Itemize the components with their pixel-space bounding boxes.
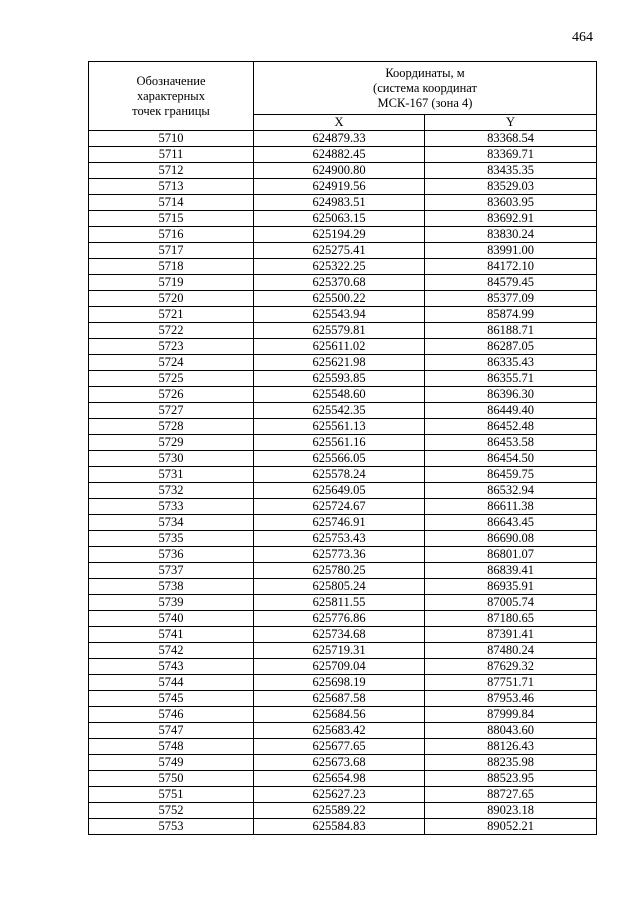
x-coordinate-cell: 624983.51 (254, 195, 425, 211)
x-coordinate-cell: 625649.05 (254, 483, 425, 499)
table-row (89, 387, 597, 403)
x-coordinate-cell: 625654.98 (254, 771, 425, 787)
x-coordinate-cell: 625578.24 (254, 467, 425, 483)
y-coordinate-cell: 86643.45 (425, 515, 597, 531)
y-coordinate-cell: 89023.18 (425, 803, 597, 819)
x-coordinate-cell: 625627.23 (254, 787, 425, 803)
point-id-cell: 5731 (89, 467, 254, 483)
x-coordinate-cell: 625811.55 (254, 595, 425, 611)
y-coordinate-cell: 87999.84 (425, 707, 597, 723)
x-coordinate-cell: 625621.98 (254, 355, 425, 371)
point-id-cell: 5738 (89, 579, 254, 595)
coordinates-header-line: (система координат (373, 80, 477, 95)
table-row (89, 643, 597, 659)
table-row (89, 211, 597, 227)
point-id-cell: 5713 (89, 179, 254, 195)
point-id-cell: 5753 (89, 819, 254, 835)
point-id-cell: 5714 (89, 195, 254, 211)
x-coordinate-cell: 625776.86 (254, 611, 425, 627)
point-id-cell: 5723 (89, 339, 254, 355)
table-row (89, 355, 597, 371)
point-id-cell: 5749 (89, 755, 254, 771)
point-id-cell: 5724 (89, 355, 254, 371)
table-row (89, 403, 597, 419)
x-column-header: X (254, 115, 425, 131)
table-row (89, 147, 597, 163)
point-id-cell: 5746 (89, 707, 254, 723)
table-row (89, 419, 597, 435)
point-id-cell: 5729 (89, 435, 254, 451)
point-id-cell: 5712 (89, 163, 254, 179)
table-row (89, 627, 597, 643)
table-row (89, 435, 597, 451)
table-row (89, 563, 597, 579)
table-row (89, 531, 597, 547)
y-coordinate-cell: 83529.03 (425, 179, 597, 195)
table-body (89, 131, 597, 835)
point-id-cell: 5747 (89, 723, 254, 739)
coordinates-table (88, 61, 597, 835)
y-coordinate-cell: 87391.41 (425, 627, 597, 643)
table-row (89, 515, 597, 531)
x-coordinate-cell: 625698.19 (254, 675, 425, 691)
table-row (89, 371, 597, 387)
point-id-cell: 5750 (89, 771, 254, 787)
x-coordinate-cell: 625611.02 (254, 339, 425, 355)
coordinates-header-line: МСК-167 (зона 4) (377, 95, 473, 110)
y-coordinate-cell: 86454.50 (425, 451, 597, 467)
table-row (89, 787, 597, 803)
point-id-cell: 5735 (89, 531, 254, 547)
x-coordinate-cell: 625589.22 (254, 803, 425, 819)
x-coordinate-cell: 625753.43 (254, 531, 425, 547)
y-coordinate-cell: 88727.65 (425, 787, 597, 803)
y-coordinate-cell: 83991.00 (425, 243, 597, 259)
point-id-cell: 5725 (89, 371, 254, 387)
x-coordinate-cell: 625370.68 (254, 275, 425, 291)
point-designation-header-line: характерных (137, 88, 205, 103)
x-coordinate-cell: 625543.94 (254, 307, 425, 323)
point-id-cell: 5721 (89, 307, 254, 323)
x-coordinate-cell: 625677.65 (254, 739, 425, 755)
x-coordinate-cell: 625746.91 (254, 515, 425, 531)
table-row (89, 163, 597, 179)
table-row (89, 131, 597, 147)
table-row (89, 595, 597, 611)
table-row (89, 611, 597, 627)
x-coordinate-cell: 624882.45 (254, 147, 425, 163)
table-row (89, 483, 597, 499)
point-id-cell: 5726 (89, 387, 254, 403)
x-coordinate-cell: 625063.15 (254, 211, 425, 227)
x-coordinate-cell: 625687.58 (254, 691, 425, 707)
point-id-cell: 5720 (89, 291, 254, 307)
y-coordinate-cell: 87180.65 (425, 611, 597, 627)
table-row (89, 339, 597, 355)
x-coordinate-cell: 625673.68 (254, 755, 425, 771)
x-coordinate-cell: 624900.80 (254, 163, 425, 179)
point-id-cell: 5728 (89, 419, 254, 435)
y-coordinate-cell: 85377.09 (425, 291, 597, 307)
y-coordinate-cell: 86335.43 (425, 355, 597, 371)
table-row (89, 547, 597, 563)
point-id-cell: 5730 (89, 451, 254, 467)
point-id-cell: 5748 (89, 739, 254, 755)
x-coordinate-cell: 625542.35 (254, 403, 425, 419)
table-row (89, 723, 597, 739)
x-coordinate-cell: 625734.68 (254, 627, 425, 643)
table-row (89, 467, 597, 483)
y-coordinate-cell: 84579.45 (425, 275, 597, 291)
y-coordinate-cell: 89052.21 (425, 819, 597, 835)
point-id-cell: 5739 (89, 595, 254, 611)
point-id-cell: 5715 (89, 211, 254, 227)
y-coordinate-cell: 86355.71 (425, 371, 597, 387)
y-coordinate-cell: 88126.43 (425, 739, 597, 755)
table-row (89, 691, 597, 707)
x-coordinate-cell: 625275.41 (254, 243, 425, 259)
y-coordinate-cell: 86396.30 (425, 387, 597, 403)
table-row (89, 579, 597, 595)
coordinates-header (254, 62, 597, 115)
table-row (89, 227, 597, 243)
point-id-cell: 5744 (89, 675, 254, 691)
x-coordinate-cell: 625709.04 (254, 659, 425, 675)
point-id-cell: 5717 (89, 243, 254, 259)
point-designation-header-line: Обозначение (136, 73, 206, 88)
x-coordinate-cell: 625593.85 (254, 371, 425, 387)
table-row (89, 707, 597, 723)
point-id-cell: 5718 (89, 259, 254, 275)
y-coordinate-cell: 83830.24 (425, 227, 597, 243)
table-row (89, 771, 597, 787)
x-coordinate-cell: 625561.13 (254, 419, 425, 435)
x-coordinate-cell: 625683.42 (254, 723, 425, 739)
table-row (89, 275, 597, 291)
y-coordinate-cell: 83435.35 (425, 163, 597, 179)
y-coordinate-cell: 86452.48 (425, 419, 597, 435)
table-row (89, 195, 597, 211)
table-row (89, 659, 597, 675)
x-coordinate-cell: 625719.31 (254, 643, 425, 659)
table-row (89, 755, 597, 771)
point-id-cell: 5751 (89, 787, 254, 803)
y-coordinate-cell: 86449.40 (425, 403, 597, 419)
point-id-cell: 5743 (89, 659, 254, 675)
y-coordinate-cell: 86532.94 (425, 483, 597, 499)
y-coordinate-cell: 88235.98 (425, 755, 597, 771)
y-coordinate-cell: 86801.07 (425, 547, 597, 563)
page-number: 464 (572, 30, 593, 45)
y-coordinate-cell: 86453.58 (425, 435, 597, 451)
x-coordinate-cell: 625780.25 (254, 563, 425, 579)
y-coordinate-cell: 88043.60 (425, 723, 597, 739)
y-coordinate-cell: 86611.38 (425, 499, 597, 515)
table-row (89, 499, 597, 515)
y-coordinate-cell: 87005.74 (425, 595, 597, 611)
table-row (89, 179, 597, 195)
x-coordinate-cell: 625194.29 (254, 227, 425, 243)
x-coordinate-cell: 625500.22 (254, 291, 425, 307)
y-coordinate-cell: 87751.71 (425, 675, 597, 691)
y-column-header: Y (425, 115, 597, 131)
table-row (89, 803, 597, 819)
y-coordinate-cell: 87953.46 (425, 691, 597, 707)
point-designation-header (89, 62, 254, 131)
point-id-cell: 5716 (89, 227, 254, 243)
point-id-cell: 5722 (89, 323, 254, 339)
x-coordinate-cell: 625579.81 (254, 323, 425, 339)
x-coordinate-cell: 625548.60 (254, 387, 425, 403)
y-coordinate-cell: 83603.95 (425, 195, 597, 211)
point-designation-header-line: точек границы (132, 103, 210, 118)
y-coordinate-cell: 88523.95 (425, 771, 597, 787)
point-id-cell: 5736 (89, 547, 254, 563)
point-id-cell: 5741 (89, 627, 254, 643)
point-id-cell: 5727 (89, 403, 254, 419)
y-coordinate-cell: 86287.05 (425, 339, 597, 355)
y-coordinate-cell: 83369.71 (425, 147, 597, 163)
x-coordinate-cell: 625773.36 (254, 547, 425, 563)
table-row (89, 739, 597, 755)
point-id-cell: 5732 (89, 483, 254, 499)
point-id-cell: 5737 (89, 563, 254, 579)
x-coordinate-cell: 625805.24 (254, 579, 425, 595)
y-coordinate-cell: 83368.54 (425, 131, 597, 147)
y-coordinate-cell: 86839.41 (425, 563, 597, 579)
point-id-cell: 5719 (89, 275, 254, 291)
point-id-cell: 5733 (89, 499, 254, 515)
point-id-cell: 5711 (89, 147, 254, 163)
point-id-cell: 5734 (89, 515, 254, 531)
x-coordinate-cell: 625724.67 (254, 499, 425, 515)
table-row (89, 307, 597, 323)
table-row (89, 451, 597, 467)
y-coordinate-cell: 86459.75 (425, 467, 597, 483)
y-coordinate-cell: 83692.91 (425, 211, 597, 227)
x-coordinate-cell: 625584.83 (254, 819, 425, 835)
point-id-cell: 5710 (89, 131, 254, 147)
x-coordinate-cell: 625561.16 (254, 435, 425, 451)
point-id-cell: 5740 (89, 611, 254, 627)
table-row (89, 675, 597, 691)
x-coordinate-cell: 624919.56 (254, 179, 425, 195)
table-row (89, 259, 597, 275)
y-coordinate-cell: 85874.99 (425, 307, 597, 323)
y-coordinate-cell: 86935.91 (425, 579, 597, 595)
x-coordinate-cell: 625684.56 (254, 707, 425, 723)
table-row (89, 323, 597, 339)
point-id-cell: 5742 (89, 643, 254, 659)
y-coordinate-cell: 84172.10 (425, 259, 597, 275)
table-row (89, 819, 597, 835)
y-coordinate-cell: 87480.24 (425, 643, 597, 659)
table-row (89, 243, 597, 259)
y-coordinate-cell: 86188.71 (425, 323, 597, 339)
table-row (89, 291, 597, 307)
y-coordinate-cell: 87629.32 (425, 659, 597, 675)
x-coordinate-cell: 625322.25 (254, 259, 425, 275)
x-coordinate-cell: 624879.33 (254, 131, 425, 147)
x-coordinate-cell: 625566.05 (254, 451, 425, 467)
coordinates-header-line: Координаты, м (385, 65, 465, 80)
y-coordinate-cell: 86690.08 (425, 531, 597, 547)
point-id-cell: 5745 (89, 691, 254, 707)
point-id-cell: 5752 (89, 803, 254, 819)
